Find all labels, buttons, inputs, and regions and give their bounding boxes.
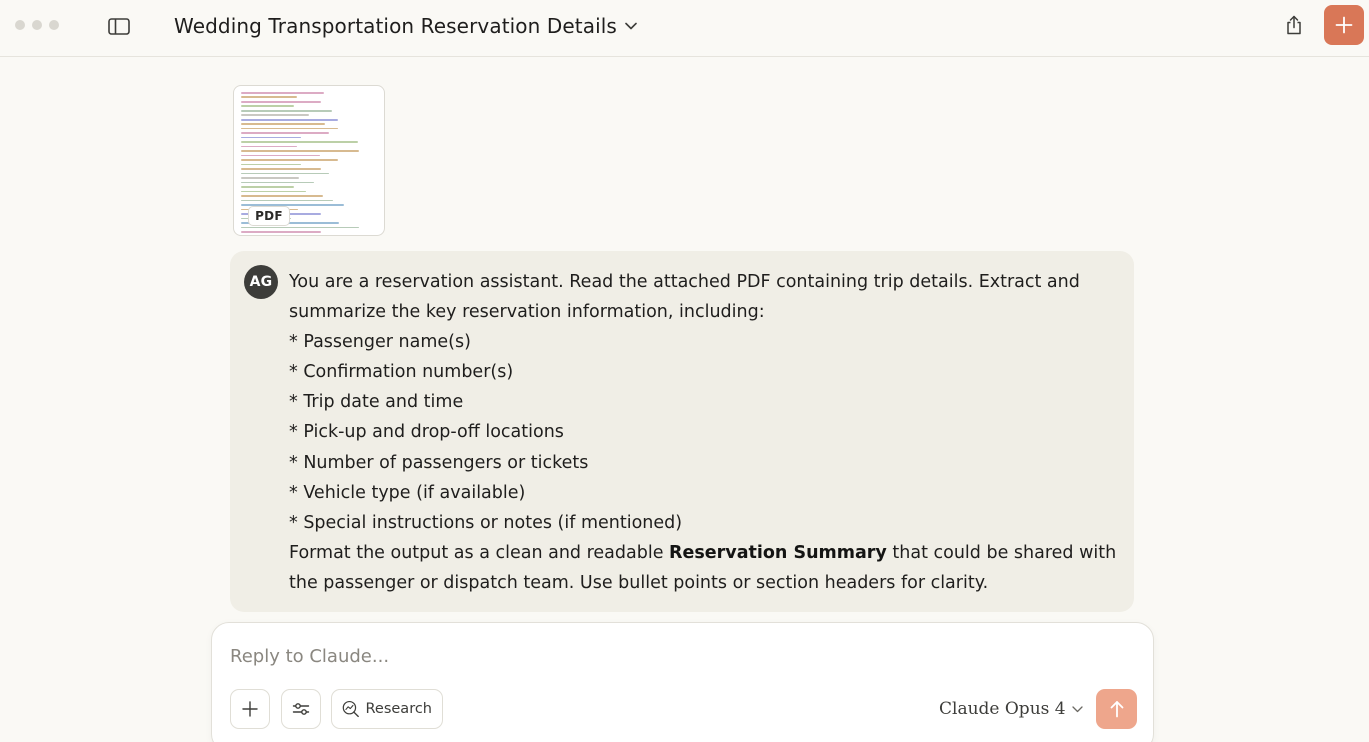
- message-line: * Number of passengers or tickets: [289, 452, 589, 473]
- pdf-preview-line: [241, 123, 325, 125]
- pdf-preview-line: [241, 195, 323, 197]
- pdf-preview-line: [241, 128, 338, 130]
- pdf-preview-line: [241, 110, 332, 112]
- share-button[interactable]: [1282, 13, 1306, 37]
- window-close-dot[interactable]: [15, 20, 25, 30]
- pdf-preview-line: [241, 173, 329, 175]
- pdf-preview-line: [241, 114, 309, 116]
- pdf-preview-line: [241, 105, 294, 107]
- chevron-down-icon: [625, 22, 637, 30]
- reply-input[interactable]: [230, 641, 1110, 671]
- message-line: * Special instructions or notes (if mentioned): [289, 512, 683, 533]
- add-attachment-button[interactable]: [230, 689, 270, 729]
- pdf-preview-line: [241, 227, 359, 229]
- window-minimize-dot[interactable]: [32, 20, 42, 30]
- format-text-after: that could be shared with: [886, 542, 1117, 563]
- sliders-icon: [292, 701, 310, 717]
- pdf-type-badge: PDF: [248, 206, 290, 226]
- plus-icon: [1335, 16, 1353, 34]
- share-icon: [1285, 15, 1303, 35]
- message-line: You are a reservation assistant. Read the attached PDF containing trip details. Extract and: [289, 272, 1080, 292]
- pdf-preview-line: [241, 177, 299, 179]
- message-line: the passenger or dispatch team. Use bullet points or section headers for clarity.: [289, 572, 989, 593]
- window-controls[interactable]: [15, 20, 59, 30]
- reply-composer: [211, 622, 1154, 742]
- tools-settings-button[interactable]: [281, 689, 321, 729]
- model-label: Claude Opus 4: [939, 699, 1066, 719]
- pdf-preview-line: [241, 141, 358, 143]
- send-button[interactable]: [1096, 689, 1137, 729]
- pdf-attachment-thumbnail[interactable]: [233, 85, 385, 236]
- model-selector[interactable]: [939, 697, 1083, 721]
- window-zoom-dot[interactable]: [49, 20, 59, 30]
- format-text-before: Format the output as a clean and readable: [289, 542, 670, 563]
- research-label: Research: [365, 701, 432, 717]
- pdf-preview-line: [241, 146, 297, 148]
- avatar: AG: [244, 265, 278, 299]
- research-button[interactable]: [331, 689, 443, 729]
- pdf-preview-line: [241, 150, 359, 152]
- sidebar-toggle-icon: [108, 18, 130, 35]
- pdf-preview-line: [241, 200, 333, 202]
- user-message: [230, 251, 1134, 612]
- sidebar-toggle-button[interactable]: [107, 16, 131, 36]
- conversation-title-button[interactable]: [174, 13, 637, 39]
- format-text-bold: Reservation Summary: [669, 542, 887, 563]
- plus-icon: [242, 701, 258, 717]
- message-format-line: [289, 538, 1119, 568]
- pdf-preview-line: [241, 191, 306, 193]
- pdf-preview-line: [241, 164, 301, 166]
- pdf-preview-line: [241, 155, 320, 157]
- pdf-preview-line: [241, 182, 314, 184]
- message-line: * Pick-up and drop-off locations: [289, 422, 564, 443]
- message-line: * Passenger name(s): [289, 332, 471, 353]
- title-bar: [0, 0, 1369, 57]
- arrow-up-icon: [1109, 700, 1125, 718]
- pdf-preview-line: [241, 101, 321, 103]
- message-line: * Vehicle type (if available): [289, 482, 526, 503]
- conversation-title: Wedding Transportation Reservation Details: [174, 14, 617, 38]
- pdf-preview-line: [241, 96, 297, 98]
- research-icon: [342, 699, 359, 719]
- pdf-preview-line: [241, 159, 338, 161]
- new-chat-button[interactable]: [1324, 5, 1364, 45]
- pdf-preview-line: [241, 92, 324, 94]
- message-line: * Confirmation number(s): [289, 362, 514, 383]
- message-line: * Trip date and time: [289, 392, 464, 413]
- pdf-preview-line: [241, 119, 338, 121]
- message-line: summarize the key reservation information, including:: [289, 302, 765, 323]
- pdf-preview-line: [241, 168, 321, 170]
- pdf-preview-line: [241, 186, 294, 188]
- pdf-preview-line: [241, 231, 321, 233]
- chevron-down-icon: [1072, 706, 1083, 713]
- message-text: [289, 267, 1119, 598]
- pdf-preview-line: [241, 137, 301, 139]
- pdf-preview-line: [241, 132, 329, 134]
